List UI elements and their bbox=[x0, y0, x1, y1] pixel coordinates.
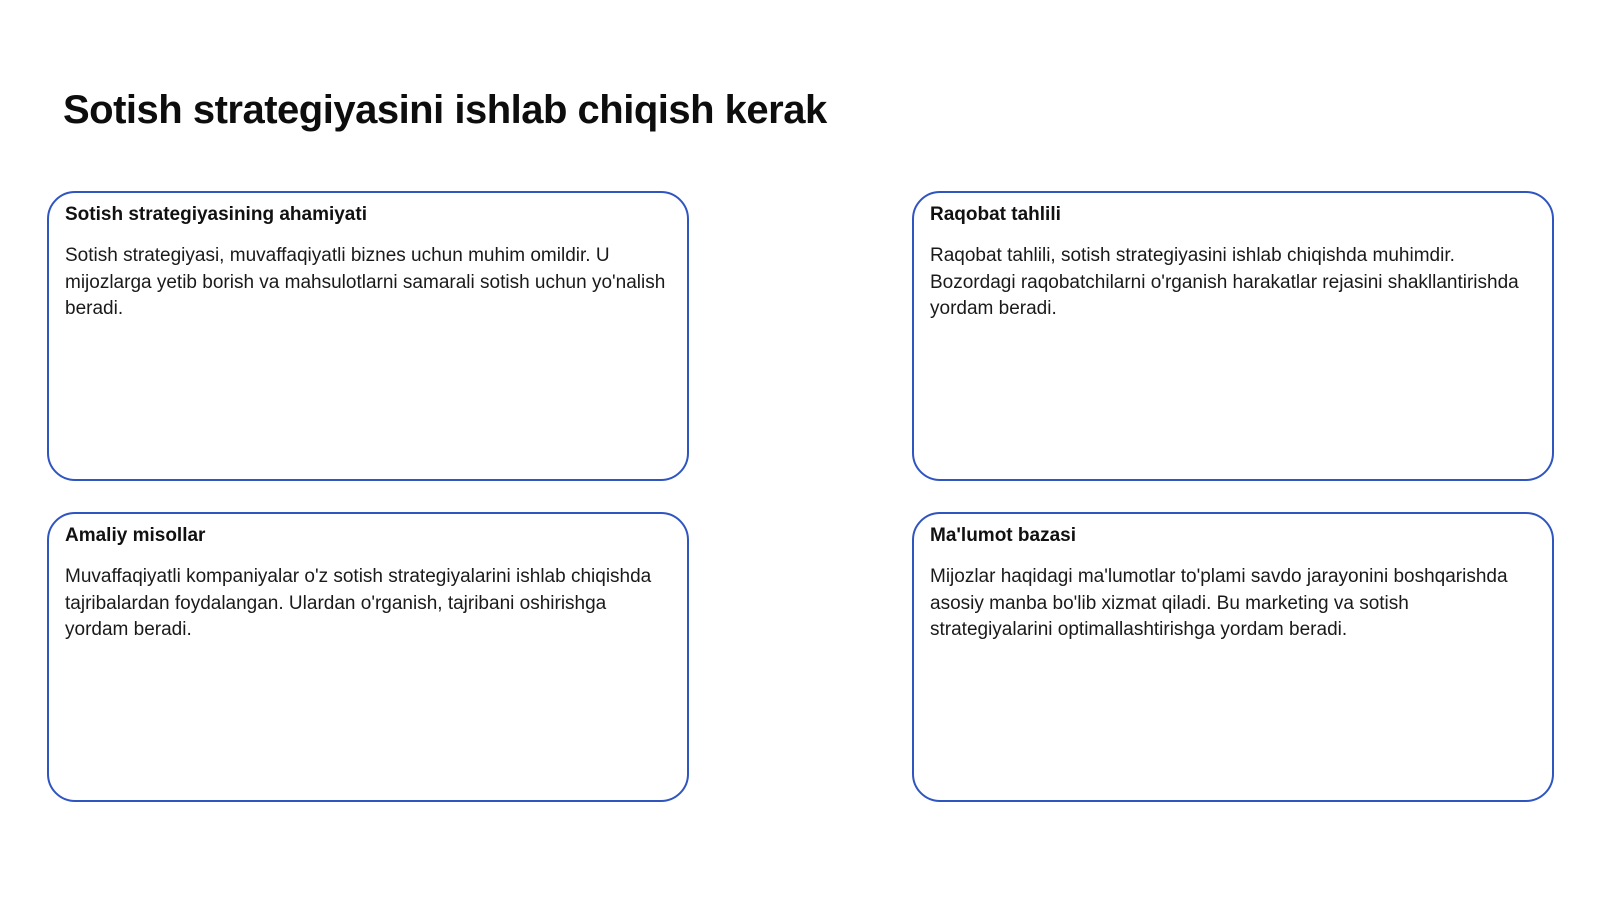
card-practical-examples bbox=[47, 512, 689, 802]
card-database bbox=[912, 512, 1554, 802]
card-text: Muvaffaqiyatli kompaniyalar o'z sotish strategiyalarini ishlab chiqishda tajribalardan foydalangan. Ulardan o'rganish, tajribani oshirishga yordam beradi. bbox=[65, 566, 652, 640]
card-heading: Raqobat tahlili bbox=[930, 204, 1061, 225]
card-heading: Amaliy misollar bbox=[65, 525, 206, 546]
card-competition-analysis bbox=[912, 191, 1554, 481]
card-text: Raqobat tahlili, sotish strategiyasini ishlab chiqishda muhimdir. Bozordagi raqobatchilarni o'rganish harakatlar rejasini shakllantirishda yordam beradi. bbox=[930, 245, 1519, 319]
card-sales-strategy-importance bbox=[47, 191, 689, 481]
card-heading: Ma'lumot bazasi bbox=[930, 525, 1076, 546]
card-text: Sotish strategiyasi, muvaffaqiyatli biznes uchun muhim omildir. U mijozlarga yetib borish va mahsulotlarni samarali sotish uchun yo'nalish beradi. bbox=[65, 245, 666, 319]
card-heading: Sotish strategiyasining ahamiyati bbox=[65, 204, 367, 225]
card-text: Mijozlar haqidagi ma'lumotlar to'plami savdo jarayonini boshqarishda asosiy manba bo'lib xizmat qiladi. Bu marketing va sotish strategiyalarini optimallashtirishga yordam beradi. bbox=[930, 566, 1508, 640]
page-title: Sotish strategiyasini ishlab chiqish kerak bbox=[63, 88, 827, 132]
